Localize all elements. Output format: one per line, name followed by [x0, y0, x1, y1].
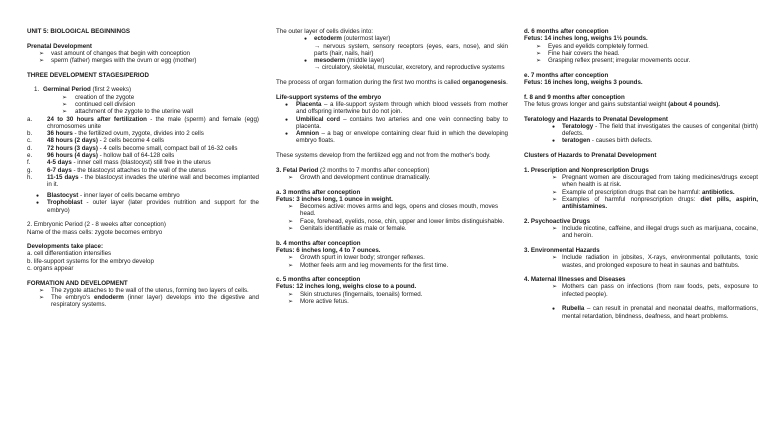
- list-item: ➢ Grasping reflex present; irregular movements occur.: [536, 57, 691, 65]
- systems-text: These systems develop from the fertilized egg and not from the mother's body.: [276, 152, 491, 160]
- arrow-bullet-icon: ➢: [39, 49, 45, 57]
- drugs-heading: 1. Prescription and Nonprescription Drugs: [524, 166, 649, 174]
- list-item: ➢ Skin structures (fingernails, toenails) formed.: [288, 290, 423, 298]
- list-item: d. 72 hours (3 days) - 4 cells become small, compact ball of 16-32 cells: [27, 144, 238, 152]
- month-4-heading: b. 4 months after conception: [276, 239, 361, 247]
- list-item: b. 36 hours - the fertilized ovum, zygote, divides into 2 cells: [27, 130, 204, 138]
- arrow-bullet-icon: ➢: [39, 294, 45, 302]
- month-3-fetus: Fetus: 3 inches long, 1 ounce in weight.: [276, 195, 393, 203]
- formation-heading: FORMATION AND DEVELOPMENT: [27, 279, 128, 287]
- list-item: ➢ Mother feels arm and leg movements for the first time.: [288, 261, 449, 269]
- month-8-9-heading: f. 8 and 9 months after conception: [524, 93, 625, 101]
- list-item: ➢ More active fetus.: [288, 297, 349, 305]
- list-item: c. 48 hours (2 days) - 2 cells become 4 cells: [27, 137, 164, 145]
- arrow-bullet-icon: ➢: [62, 108, 68, 116]
- embryonic-period: 2. Embryonic Period (2 - 8 weeks after conception): [27, 221, 166, 229]
- bullet-icon: ●: [285, 131, 289, 138]
- arrow-bullet-icon: ➢: [288, 261, 294, 269]
- list-item: ● Teratology - The field that investigates the causes of congenital (birth) defects.: [552, 122, 758, 138]
- arrow-bullet-icon: ➢: [536, 42, 542, 50]
- column-1: [27, 28, 259, 309]
- list-item: ➢ Mothers can pass on infections (from raw foods, pets, exposure to infected people).: [552, 283, 758, 298]
- arrow-bullet-icon: ➢: [552, 283, 558, 291]
- list-item: a. 24 to 30 hours after fertilization - the male (sperm) and female (egg) chromosomes unite: [27, 115, 259, 130]
- month-3-heading: a. 3 months after conception: [276, 188, 361, 196]
- arrow-bullet-icon: ➢: [552, 254, 558, 262]
- arrow-bullet-icon: ➢: [288, 225, 294, 233]
- arrow-bullet-icon: ➢: [39, 286, 45, 294]
- bullet-icon: ●: [304, 36, 308, 43]
- list-item: ● Blastocyst - inner layer of cells became embryo: [36, 192, 180, 200]
- outer-layer-intro: The outer layer of cells divides into:: [276, 28, 373, 35]
- embryonic-mass: Name of the mass cells: zygote becomes embryo: [27, 228, 163, 236]
- list-item: ● Trophoblast - outer layer (later provides nutrition and support for the embryo): [36, 199, 259, 214]
- life-support-heading: Life-support systems of the embryo: [276, 93, 382, 101]
- list-item: e. 96 hours (4 days) - hollow ball of 64-128 cells: [27, 152, 175, 160]
- list-item: ➢ Include radiation in jobsites, X-rays, environmental pollutants, toxic wastes, and prolonged exposure to heat in saunas and bathtubs.: [552, 254, 758, 269]
- arrow-bullet-icon: ➢: [288, 290, 294, 298]
- list-item: ➢ Growth spurt in lower body; stronger reflexes.: [288, 254, 425, 262]
- month-7-fetus: Fetus: 16 inches long, weighs 3 pounds.: [524, 79, 643, 87]
- list-item: ➢ Growth and development continue dramatically.: [288, 173, 431, 181]
- mesoderm-item: ● mesoderm (middle layer): [304, 57, 385, 65]
- list-item: ➢ Becomes active: moves arms and legs, opens and closes mouth, moves head.: [288, 203, 499, 218]
- list-item: ➢ The embryo's endoderm (inner layer) develops into the digestive and respiratory systems.: [39, 294, 259, 309]
- list-item: ➢ Pregnant women are discouraged from taking medicines/drugs except when health is at risk.: [552, 173, 758, 189]
- list-item: ➢ attachment of the zygote to the uterine wall: [62, 108, 193, 116]
- column-3: [524, 28, 758, 320]
- arrow-bullet-icon: ➢: [552, 225, 558, 233]
- list-item: b. life-support systems for the embryo develop: [27, 257, 154, 265]
- list-item: ● Placenta – a life-support system through which blood vessels from mother and offspring intertwine but do not join.: [285, 100, 508, 116]
- bullet-icon: ●: [36, 193, 40, 200]
- arrow-bullet-icon: ➢: [288, 254, 294, 262]
- bullet-icon: ●: [36, 200, 40, 207]
- ectoderm-desc: → nervous system, sensory receptors (eyes, ears, nose), and skin parts (hair, nails, hair): [314, 42, 508, 57]
- list-item: ➢ continued cell division: [62, 100, 136, 108]
- stages-heading: THREE DEVELOPMENT STAGES/PERIOD: [27, 71, 149, 79]
- germinal-period: 1. Germinal Period (first 2 weeks): [34, 86, 132, 94]
- month-6-heading: d. 6 months after conception: [524, 28, 609, 35]
- fetal-period: 3. Fetal Period (2 months to 7 months after conception): [276, 166, 430, 174]
- bullet-icon: ●: [552, 306, 556, 313]
- arrow-bullet-icon: ➢: [552, 195, 558, 203]
- list-item: a. cell differentiation intensifies: [27, 250, 112, 258]
- month-7-heading: e. 7 months after conception: [524, 71, 609, 79]
- list-item: ➢ The zygote attaches to the wall of the uterus, forming two layers of cells.: [39, 286, 249, 294]
- ectoderm-item: ● ectoderm (outermost layer): [304, 35, 391, 43]
- list-item: ➢ Face, forehead, eyelids, nose, chin, upper and lower limbs distinguishable.: [288, 217, 505, 225]
- month-6-fetus: Fetus: 14 inches long, weighs 1½ pounds.: [524, 35, 648, 43]
- month-4-fetus: Fetus: 6 inches long, 4 to 7 ounces.: [276, 246, 381, 254]
- list-item: ➢ Genitals identifiable as male or female.: [288, 225, 407, 233]
- arrow-bullet-icon: ➢: [288, 297, 294, 305]
- mesoderm-desc: → circulatory, skeletal, muscular, excretory, and reproductive systems: [314, 64, 505, 72]
- unit-title: UNIT 5: BIOLOGICAL BEGINNINGS: [27, 28, 131, 35]
- bullet-icon: ●: [552, 123, 556, 130]
- column-2: [276, 28, 508, 305]
- arrow-bullet-icon: ➢: [288, 203, 294, 211]
- list-item: h. 11-15 days - the blastocyst invades the uterine wall and becomes implanted in it.: [27, 173, 259, 189]
- list-item: ➢ sperm (father) merges with the ovum or egg (mother): [39, 57, 197, 65]
- list-item: ● Umbilical cord – contains two arteries and one vein connecting baby to placenta.: [285, 115, 508, 130]
- month-8-9-text: The fetus grows longer and gains substantial weight (about 4 pounds).: [524, 100, 721, 108]
- arrow-bullet-icon: ➢: [536, 49, 542, 57]
- psychoactive-heading: 2. Psychoactive Drugs: [524, 217, 591, 225]
- maternal-heading: 4. Maternal Illnesses and Diseases: [524, 276, 626, 284]
- list-item: g. 6-7 days - the blastocyst attaches to the wall of the uterus: [27, 166, 206, 174]
- arrow-bullet-icon: ➢: [288, 173, 294, 181]
- list-item: ● Amnion – a bag or envelope containing clear fluid in which the developing embryo floats.: [285, 130, 508, 145]
- arrow-bullet-icon: ➢: [552, 173, 558, 181]
- bullet-icon: ●: [285, 116, 289, 123]
- arrow-bullet-icon: ➢: [39, 57, 45, 65]
- bullet-icon: ●: [552, 138, 556, 145]
- list-item: ➢ Include nicotine, caffeine, and illegal drugs such as marijuana, cocaine, and heroin.: [552, 225, 758, 240]
- rubella-item: ● Rubella – can result in prenatal and neonatal deaths, malformations, mental retardation, blindness, deafness, and heart problems.: [552, 305, 758, 320]
- list-item: ● teratogen - causes birth defects.: [552, 137, 653, 145]
- list-item: ➢ Eyes and eyelids completely formed.: [536, 42, 649, 50]
- list-item: ➢ Examples of harmful nonprescription drugs: diet pills, aspirin, antihistamines.: [552, 195, 758, 211]
- month-5-fetus: Fetus: 12 inches long, weighs close to a pound.: [276, 283, 417, 291]
- teratology-heading: Teratology and Hazards to Prenatal Development: [524, 115, 668, 123]
- list-item: c. organs appear: [27, 265, 74, 272]
- developments-heading: Developments take place:: [27, 243, 103, 251]
- bullet-icon: ●: [285, 101, 289, 108]
- clusters-heading: Clusters of Hazards to Prenatal Development: [524, 152, 657, 160]
- prenatal-heading: Prenatal Development: [27, 42, 92, 50]
- arrow-bullet-icon: ➢: [62, 100, 68, 108]
- list-item: ➢ vast amount of changes that begin with conception: [39, 49, 190, 57]
- arrow-bullet-icon: ➢: [536, 57, 542, 65]
- arrow-bullet-icon: ➢: [552, 188, 558, 196]
- list-item: ➢ creation of the zygote: [62, 93, 135, 101]
- list-item: f. 4-5 days - inner cell mass (blastocyst) still free in the uterus: [27, 159, 211, 167]
- month-5-heading: c. 5 months after conception: [276, 276, 361, 284]
- arrow-bullet-icon: ➢: [288, 217, 294, 225]
- arrow-bullet-icon: ➢: [62, 93, 68, 101]
- bullet-icon: ●: [304, 58, 308, 65]
- list-item: ➢ Example of prescription drugs that can be harmful: antibiotics.: [552, 188, 735, 196]
- environmental-heading: 3. Environmental Hazards: [524, 246, 600, 254]
- organogenesis-text: The process of organ formation during the first two months is called organogenesis.: [276, 79, 508, 87]
- list-item: ➢ Fine hair covers the head.: [536, 49, 620, 57]
